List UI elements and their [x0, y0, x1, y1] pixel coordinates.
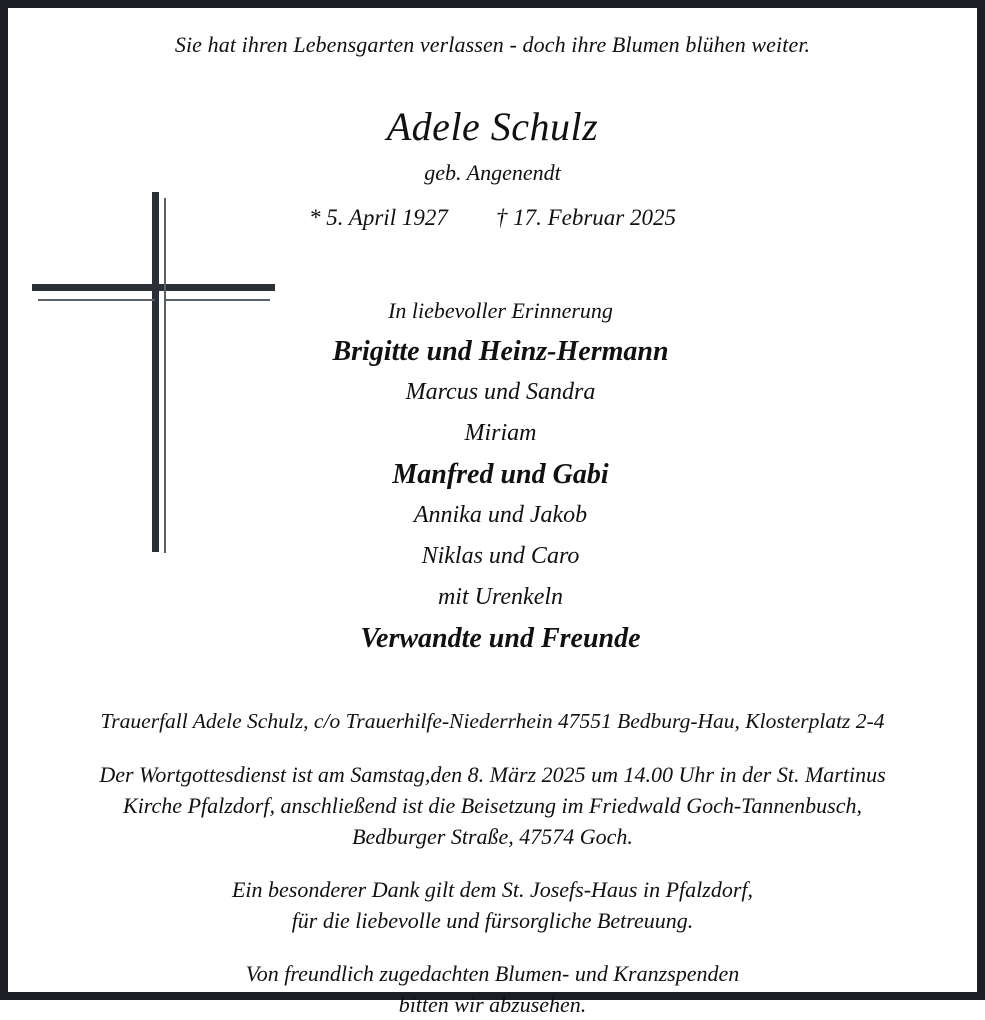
service-line: Der Wortgottesdienst ist am Samstag,den 8. März 2025 um 14.00 Uhr in der St. Martinus [99, 762, 886, 787]
family-member-line: Brigitte und Heinz-Hermann [332, 336, 669, 367]
thanks-line: für die liebevolle und fürsorgliche Betreuung. [291, 908, 694, 933]
thanks-note [28, 874, 957, 936]
birth-date: * 5. April 1927 [308, 205, 448, 230]
family-member-line: Miriam [464, 420, 537, 446]
family-member-line: Manfred und Gabi [392, 459, 609, 490]
notice-content [8, 8, 977, 1017]
family-member-line: Verwandte und Freunde [360, 623, 641, 654]
thanks-line: Ein besonderer Dank gilt dem St. Josefs-Haus in Pfalzdorf, [231, 877, 754, 902]
service-line: Kirche Pfalzdorf, anschließend ist die Beisetzung im Friedwald Goch-Tannenbusch, [123, 793, 862, 818]
border-top [0, 0, 985, 8]
family-block [298, 290, 703, 659]
cross-horizontal-accent-line-right [165, 299, 270, 301]
family-member-line: mit Urenkeln [437, 584, 564, 610]
deceased-name: Adele Schulz [386, 104, 599, 149]
family-heading: In liebevoller Erinnerung [388, 298, 613, 323]
service-line: Bedburger Straße, 47574 Goch. [352, 824, 633, 849]
flowers-line: bitten wir abzusehen. [398, 992, 587, 1017]
flowers-note [28, 958, 957, 1020]
border-left [0, 0, 8, 1000]
cross-horizontal-accent-line-left [38, 299, 155, 301]
flowers-line: Von freundlich zugedachten Blumen- und Kranzspenden [245, 961, 740, 986]
memorial-quote: Sie hat ihren Lebensgarten verlassen - doch ihre Blumen blühen weiter. [174, 32, 811, 57]
cross-horizontal-bar [32, 284, 275, 291]
cross-vertical-accent-line [164, 198, 166, 553]
undertaker-info: Trauerfall Adele Schulz, c/o Trauerhilfe-Niederrhein 47551 Bedburg-Hau, Klosterplatz 2-4 [100, 709, 885, 733]
border-right [977, 0, 985, 1000]
family-member-line: Niklas und Caro [421, 543, 580, 569]
maiden-name: geb. Angenendt [424, 160, 561, 185]
family-member-line: Annika und Jakob [413, 502, 588, 528]
christian-cross-icon [24, 184, 292, 576]
details-block [28, 706, 957, 1020]
cross-vertical-bar [152, 192, 159, 552]
death-date: † 17. Februar 2025 [495, 205, 677, 230]
service-info [28, 759, 957, 852]
family-member-line: Marcus und Sandra [405, 379, 596, 405]
